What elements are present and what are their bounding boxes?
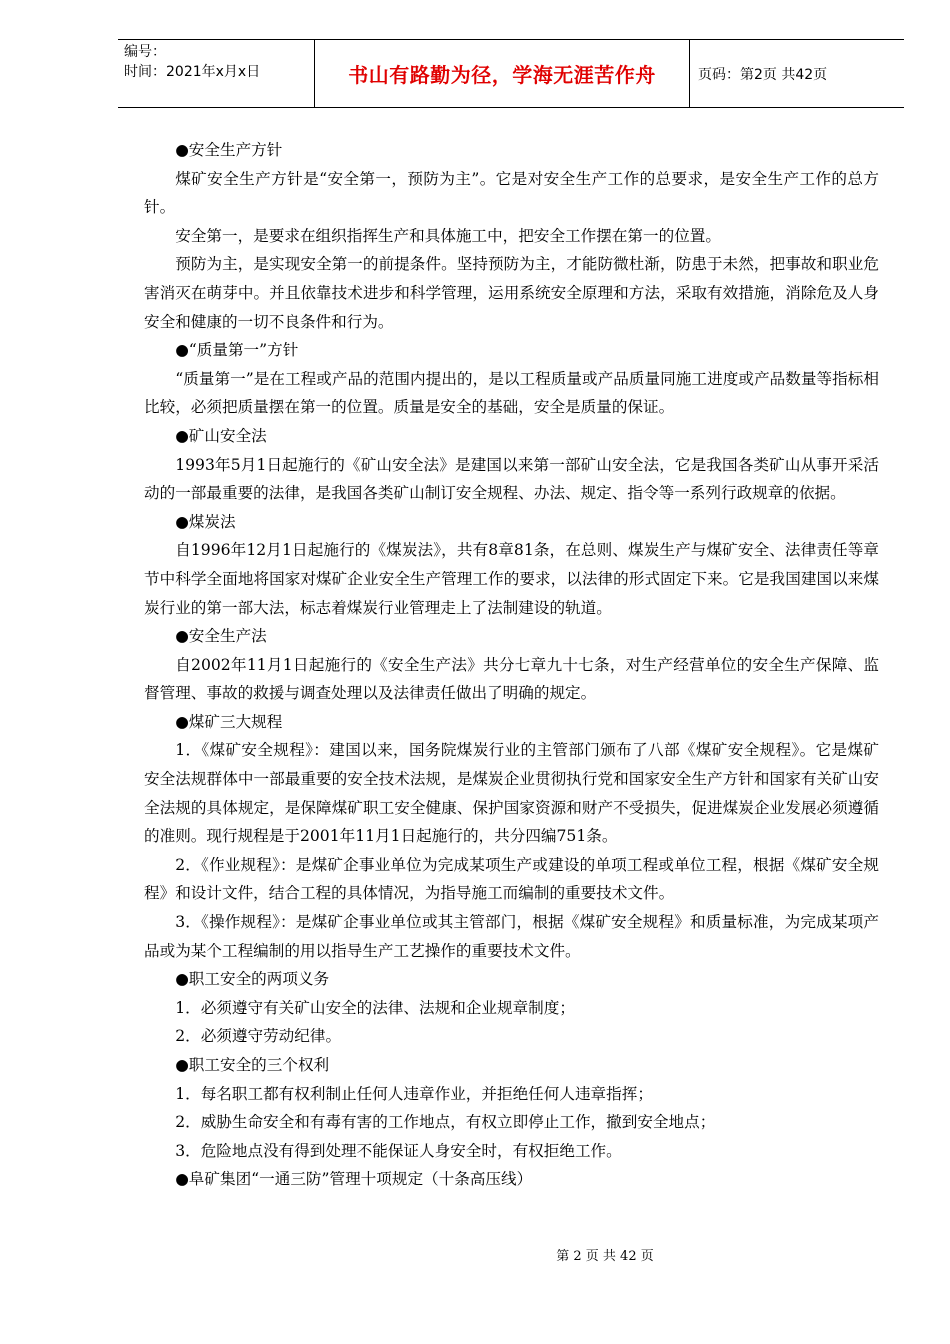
list-item: 3．《操作规程》：是煤矿企事业单位或其主管部门，根据《煤矿安全规程》和质量标准，为完成某项产品或为某个工程编制的用以指导生产工艺操作的重要技术文件。: [144, 913, 879, 960]
body-paragraph: 1993年5月1日起施行的《矿山安全法》是建国以来第一部矿山安全法，它是我国各类矿山从事开采活动的一部最重要的法律，是我国各类矿山制订安全规程、办法、规定、指令等一系列行政规章的依据。: [144, 455, 879, 503]
section-heading: ●“质量第一”方针: [175, 341, 299, 360]
header-meta: [118, 40, 315, 107]
section-heading: ●煤炭法: [175, 512, 236, 531]
body-paragraph: 预防为主，是实现安全第一的前提条件。坚持预防为主，才能防微杜渐，防患于未然，把事故和职业危害消灭在萌芽中。并且依靠技术进步和科学管理，运用系统安全原理和方法，采取有效措施，消除危及人身安全和健康的一切不良条件和行为。: [144, 255, 879, 331]
page-footer: 第 2 页 共 42 页: [556, 1249, 654, 1264]
section-heading: ●安全生产法: [175, 627, 267, 646]
list-item: 2．必须遵守劳动纪律。: [175, 1027, 342, 1046]
section-heading: ●阜矿集团“一通三防”管理十项规定（十条高压线）: [175, 1170, 533, 1189]
section-heading: ●矿山安全法: [175, 426, 267, 445]
page-header: [118, 39, 904, 108]
list-item: 1．必须遵守有关矿山安全的法律、法规和企业规章制度；: [175, 998, 575, 1017]
list-item: 2．《作业规程》：是煤矿企事业单位为完成某项生产或建设的单项工程或单位工程，根据《煤矿安全规程》和设计文件，结合工程的具体情况，为指导施工而编制的重要技术文件。: [144, 855, 879, 903]
header-motto: 书山有路勤为径，学海无涯苦作舟: [315, 40, 690, 107]
list-item: 3．危险地点没有得到处理不能保证人身安全时，有权拒绝工作。: [175, 1141, 622, 1160]
section-heading: ●职工安全的两项义务: [175, 970, 330, 989]
list-item: 1．每名职工都有权利制止任何人违章作业，并拒绝任何人违章指挥；: [175, 1084, 653, 1103]
body-paragraph: 自1996年12月1日起施行的《煤炭法》，共有8章81条，在总则、煤炭生产与煤矿安全、法律责任等章节中科学全面地将国家对煤矿企业安全生产管理工作的要求，以法律的形式固定下来。它是我国建国以来煤炭行业的第一部大法，标志着煤炭行业管理走上了法制建设的轨道。: [144, 541, 879, 617]
document-time-label: 时间：2021年x月x日: [124, 64, 261, 80]
section-heading: ●煤矿三大规程: [175, 712, 283, 731]
list-item: 1．《煤矿安全规程》：建国以来，国务院煤炭行业的主管部门颁布了八部《煤矿安全规程》。它是煤矿安全法规群体中一部最重要的安全技术法规，是煤炭企业贯彻执行党和国家安全生产方针和国家有关矿山安全法规的具体规定，是保障煤矿职工安全健康、保护国家资源和财产不受损失，促进煤炭企业发展必须遵循的准则。现行规程是于2001年11月1日起施行的，共分四编751条。: [144, 741, 879, 846]
section-heading: ●职工安全的三个权利: [175, 1056, 330, 1074]
body-paragraph: “质量第一”是在工程或产品的范围内提出的，是以工程质量或产品质量同施工进度或产品数量等指标相比较，必须把质量摆在第一的位置。质量是安全的基础，安全是质量的保证。: [144, 369, 879, 417]
body-paragraph: 煤矿安全生产方针是“安全第一，预防为主”。它是对安全生产工作的总要求，是安全生产工作的总方针。: [144, 169, 879, 217]
body-paragraph: 自2002年11月1日起施行的《安全生产法》共分七章九十七条，对生产经营单位的安全生产保障、监督管理、事故的救援与调查处理以及法律责任做出了明确的规定。: [144, 655, 879, 703]
document-number-label: 编号：: [124, 44, 166, 60]
header-page-info: 页码：第2页 共42页: [698, 66, 828, 83]
document-body: [144, 136, 879, 1194]
section-heading: ●安全生产方针: [175, 141, 283, 159]
list-item: 2．威胁生命安全和有毒有害的工作地点，有权立即停止工作，撤到安全地点；: [175, 1113, 716, 1132]
body-paragraph: 安全第一，是要求在组织指挥生产和具体施工中，把安全工作摆在第一的位置。: [175, 226, 721, 245]
